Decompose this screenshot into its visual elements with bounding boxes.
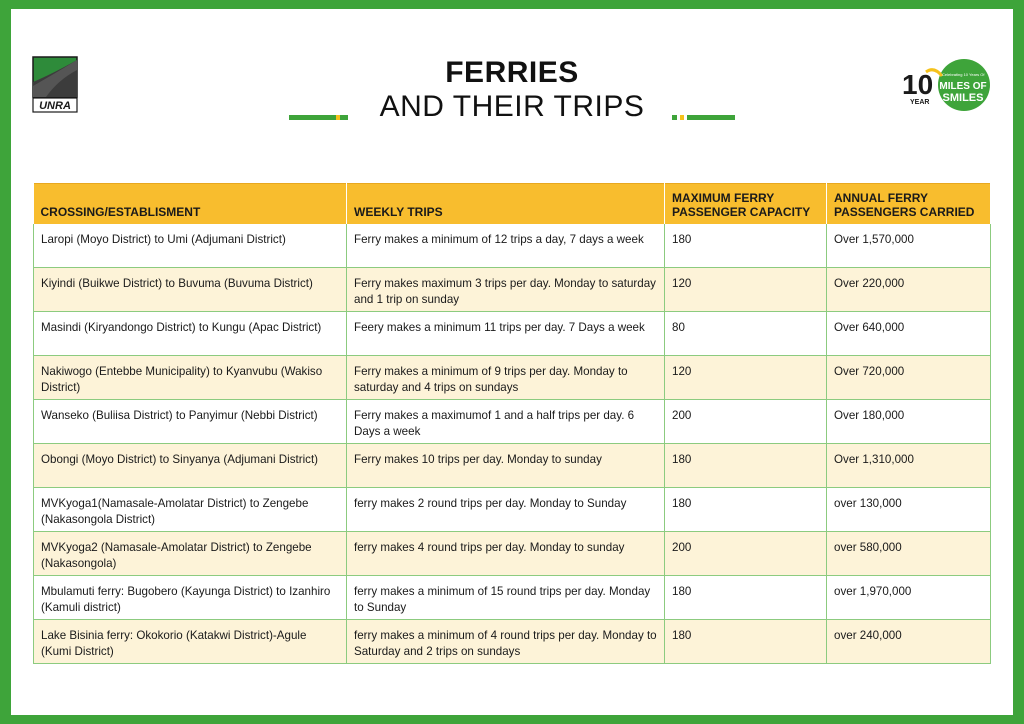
- cell-weekly-trips: Ferry makes a maximumof 1 and a half trips per day. 6 Days a week: [347, 400, 665, 444]
- cell-capacity: 180: [665, 576, 827, 620]
- table-header-row: [34, 184, 991, 224]
- cell-capacity: 180: [665, 488, 827, 532]
- cell-weekly-trips: Ferry makes a minimum of 12 trips a day, 7 days a week: [347, 224, 665, 268]
- title-bar-left-accent2: [343, 115, 348, 120]
- page-title-line1: FERRIES: [445, 56, 579, 89]
- ferries-table: [33, 183, 991, 664]
- cell-capacity: 80: [665, 312, 827, 356]
- table-row: [34, 620, 991, 664]
- cell-annual-passengers: Over 1,310,000: [827, 444, 991, 488]
- table-row: [34, 576, 991, 620]
- table-row: [34, 444, 991, 488]
- cell-crossing: Kiyindi (Buikwe District) to Buvuma (Buvuma District): [34, 268, 347, 312]
- cell-weekly-trips: Ferry makes a minimum of 9 trips per day. Monday to saturday and 4 trips on sundays: [347, 356, 665, 400]
- cell-crossing: Nakiwogo (Entebbe Municipality) to Kyanvubu (Wakiso District): [34, 356, 347, 400]
- table-row: [34, 488, 991, 532]
- cell-crossing: Laropi (Moyo District) to Umi (Adjumani District): [34, 224, 347, 268]
- cell-annual-passengers: Over 720,000: [827, 356, 991, 400]
- cell-crossing: MVKyoga2 (Namasale-Amolatar District) to Zengebe (Nakasongola): [34, 532, 347, 576]
- cell-capacity: 180: [665, 444, 827, 488]
- cell-crossing: Wanseko (Buliisa District) to Panyimur (Nebbi District): [34, 400, 347, 444]
- title-bar-left: [289, 115, 343, 120]
- table-row: [34, 312, 991, 356]
- title-bar-right: [687, 115, 735, 120]
- cell-weekly-trips: Ferry makes maximum 3 trips per day. Monday to saturday and 1 trip on sunday: [347, 268, 665, 312]
- header-weekly-trips: WEEKLY TRIPS: [347, 184, 665, 224]
- cell-capacity: 180: [665, 620, 827, 664]
- cell-capacity: 120: [665, 268, 827, 312]
- cell-annual-passengers: Over 180,000: [827, 400, 991, 444]
- cell-annual-passengers: Over 640,000: [827, 312, 991, 356]
- table-row: [34, 532, 991, 576]
- cell-annual-passengers: Over 220,000: [827, 268, 991, 312]
- cell-annual-passengers: Over 1,570,000: [827, 224, 991, 268]
- cell-annual-passengers: over 130,000: [827, 488, 991, 532]
- cell-annual-passengers: over 240,000: [827, 620, 991, 664]
- logo-year-label: YEAR: [910, 99, 930, 106]
- logo-brand-line1: MILES OF: [939, 81, 987, 92]
- logo-brand-line2: SMILES: [942, 92, 984, 104]
- cell-annual-passengers: over 580,000: [827, 532, 991, 576]
- header-max-capacity: MAXIMUM FERRY PASSENGER CAPACITY: [665, 184, 827, 224]
- header-annual-passengers: ANNUAL FERRY PASSENGERS CARRIED: [827, 184, 991, 224]
- cell-capacity: 120: [665, 356, 827, 400]
- cell-crossing: Obongi (Moyo District) to Sinyanya (Adjumani District): [34, 444, 347, 488]
- cell-weekly-trips: ferry makes 2 round trips per day. Monday to Sunday: [347, 488, 665, 532]
- title-bar-right-accent1: [672, 115, 677, 120]
- cell-capacity: 200: [665, 400, 827, 444]
- table-row: [34, 268, 991, 312]
- cell-weekly-trips: ferry makes 4 round trips per day. Monday to sunday: [347, 532, 665, 576]
- cell-capacity: 180: [665, 224, 827, 268]
- table-row: [34, 400, 991, 444]
- cell-crossing: Masindi (Kiryandongo District) to Kungu (Apac District): [34, 312, 347, 356]
- cell-weekly-trips: Feery makes a minimum 11 trips per day. 7 Days a week: [347, 312, 665, 356]
- table-row: [34, 356, 991, 400]
- cell-capacity: 200: [665, 532, 827, 576]
- logo-number: 10: [902, 69, 934, 100]
- title-bar-left-accent1: [336, 115, 340, 120]
- cell-crossing: MVKyoga1(Namasale-Amolatar District) to Zengebe (Nakasongola District): [34, 488, 347, 532]
- cell-crossing: Mbulamuti ferry: Bugobero (Kayunga District) to Izanhiro (Kamuli district): [34, 576, 347, 620]
- cell-weekly-trips: ferry makes a minimum of 4 round trips per day. Monday to Saturday and 2 trips on sundays: [347, 620, 665, 664]
- logo-small-text: Celebrating 10 Years Of: [942, 72, 985, 77]
- cell-annual-passengers: over 1,970,000: [827, 576, 991, 620]
- cell-crossing: Lake Bisinia ferry: Okokorio (Katakwi District)-Agule (Kumi District): [34, 620, 347, 664]
- table-row: [34, 224, 991, 268]
- header-crossing: CROSSING/ESTABLISMENT: [34, 184, 347, 224]
- page-title-line2: AND THEIR TRIPS: [379, 90, 645, 123]
- cell-weekly-trips: ferry makes a minimum of 15 round trips per day. Monday to Sunday: [347, 576, 665, 620]
- unra-logo-text: UNRA: [39, 100, 71, 112]
- title-bar-right-accent2: [680, 115, 684, 120]
- cell-weekly-trips: Ferry makes 10 trips per day. Monday to sunday: [347, 444, 665, 488]
